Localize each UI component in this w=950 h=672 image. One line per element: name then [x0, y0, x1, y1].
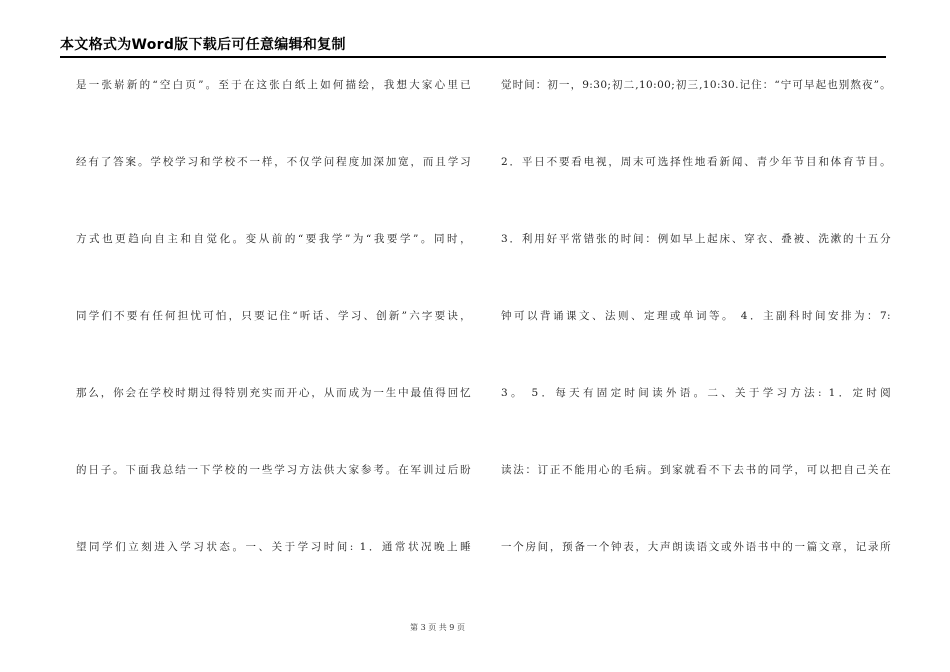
- text-line: 同学们不要有任何担忧可怕，只要记住“听话、学习、创新”六字要诀，: [76, 310, 471, 322]
- text-line: 是一张崭新的“空白页”。至于在这张白纸上如何描绘，我想大家心里已: [76, 79, 471, 91]
- text-line: 3．利用好平常错张的时间：例如早上起床、穿衣、叠被、洗漱的十五分: [501, 233, 891, 245]
- header-divider: [60, 56, 886, 58]
- text-line: 一个房间，预备一个钟表，大声朗读语文或外语书中的一篇文章，记录所: [501, 541, 891, 553]
- text-line: 那么，你会在学校时期过得特别充实而开心，从而成为一生中最值得回忆: [76, 387, 471, 399]
- text-line: 望同学们立刻进入学习状态。一、关于学习时间: 1．通常状况晚上睡: [76, 541, 471, 553]
- text-line: 读法：订正不能用心的毛病。到家就看不下去书的同学，可以把自己关在: [501, 464, 891, 476]
- text-line: 钟可以背诵课文、法则、定理或单词等。 4．主副科时间安排为：7:: [501, 310, 891, 322]
- right-text-column: [501, 76, 891, 615]
- page-number-footer: 第 3 页 共 9 页: [410, 623, 465, 632]
- text-line: 方式也更趋向自主和自觉化。变从前的“要我学”为“我要学”。同时，: [76, 233, 471, 245]
- text-line: 觉时间：初一，9:30;初二,10:00;初三,10:30.记住：“宁可早起也别熬夜”。: [501, 79, 891, 91]
- text-line: 2．平日不要看电视，周末可选择性地看新闻、青少年节目和体育节目。: [501, 156, 891, 168]
- text-line: 经有了答案。学校学习和学校不一样，不仅学问程度加深加宽，而且学习: [76, 156, 471, 168]
- document-header-title: 本文格式为Word版下载后可任意编辑和复制: [60, 37, 346, 53]
- left-text-column: [76, 76, 471, 615]
- text-line: 3。 5．每天有固定时间读外语。二、关于学习方法: 1．定时阅: [501, 387, 891, 399]
- text-line: 的日子。下面我总结一下学校的一些学习方法供大家参考。在军训过后盼: [76, 464, 471, 476]
